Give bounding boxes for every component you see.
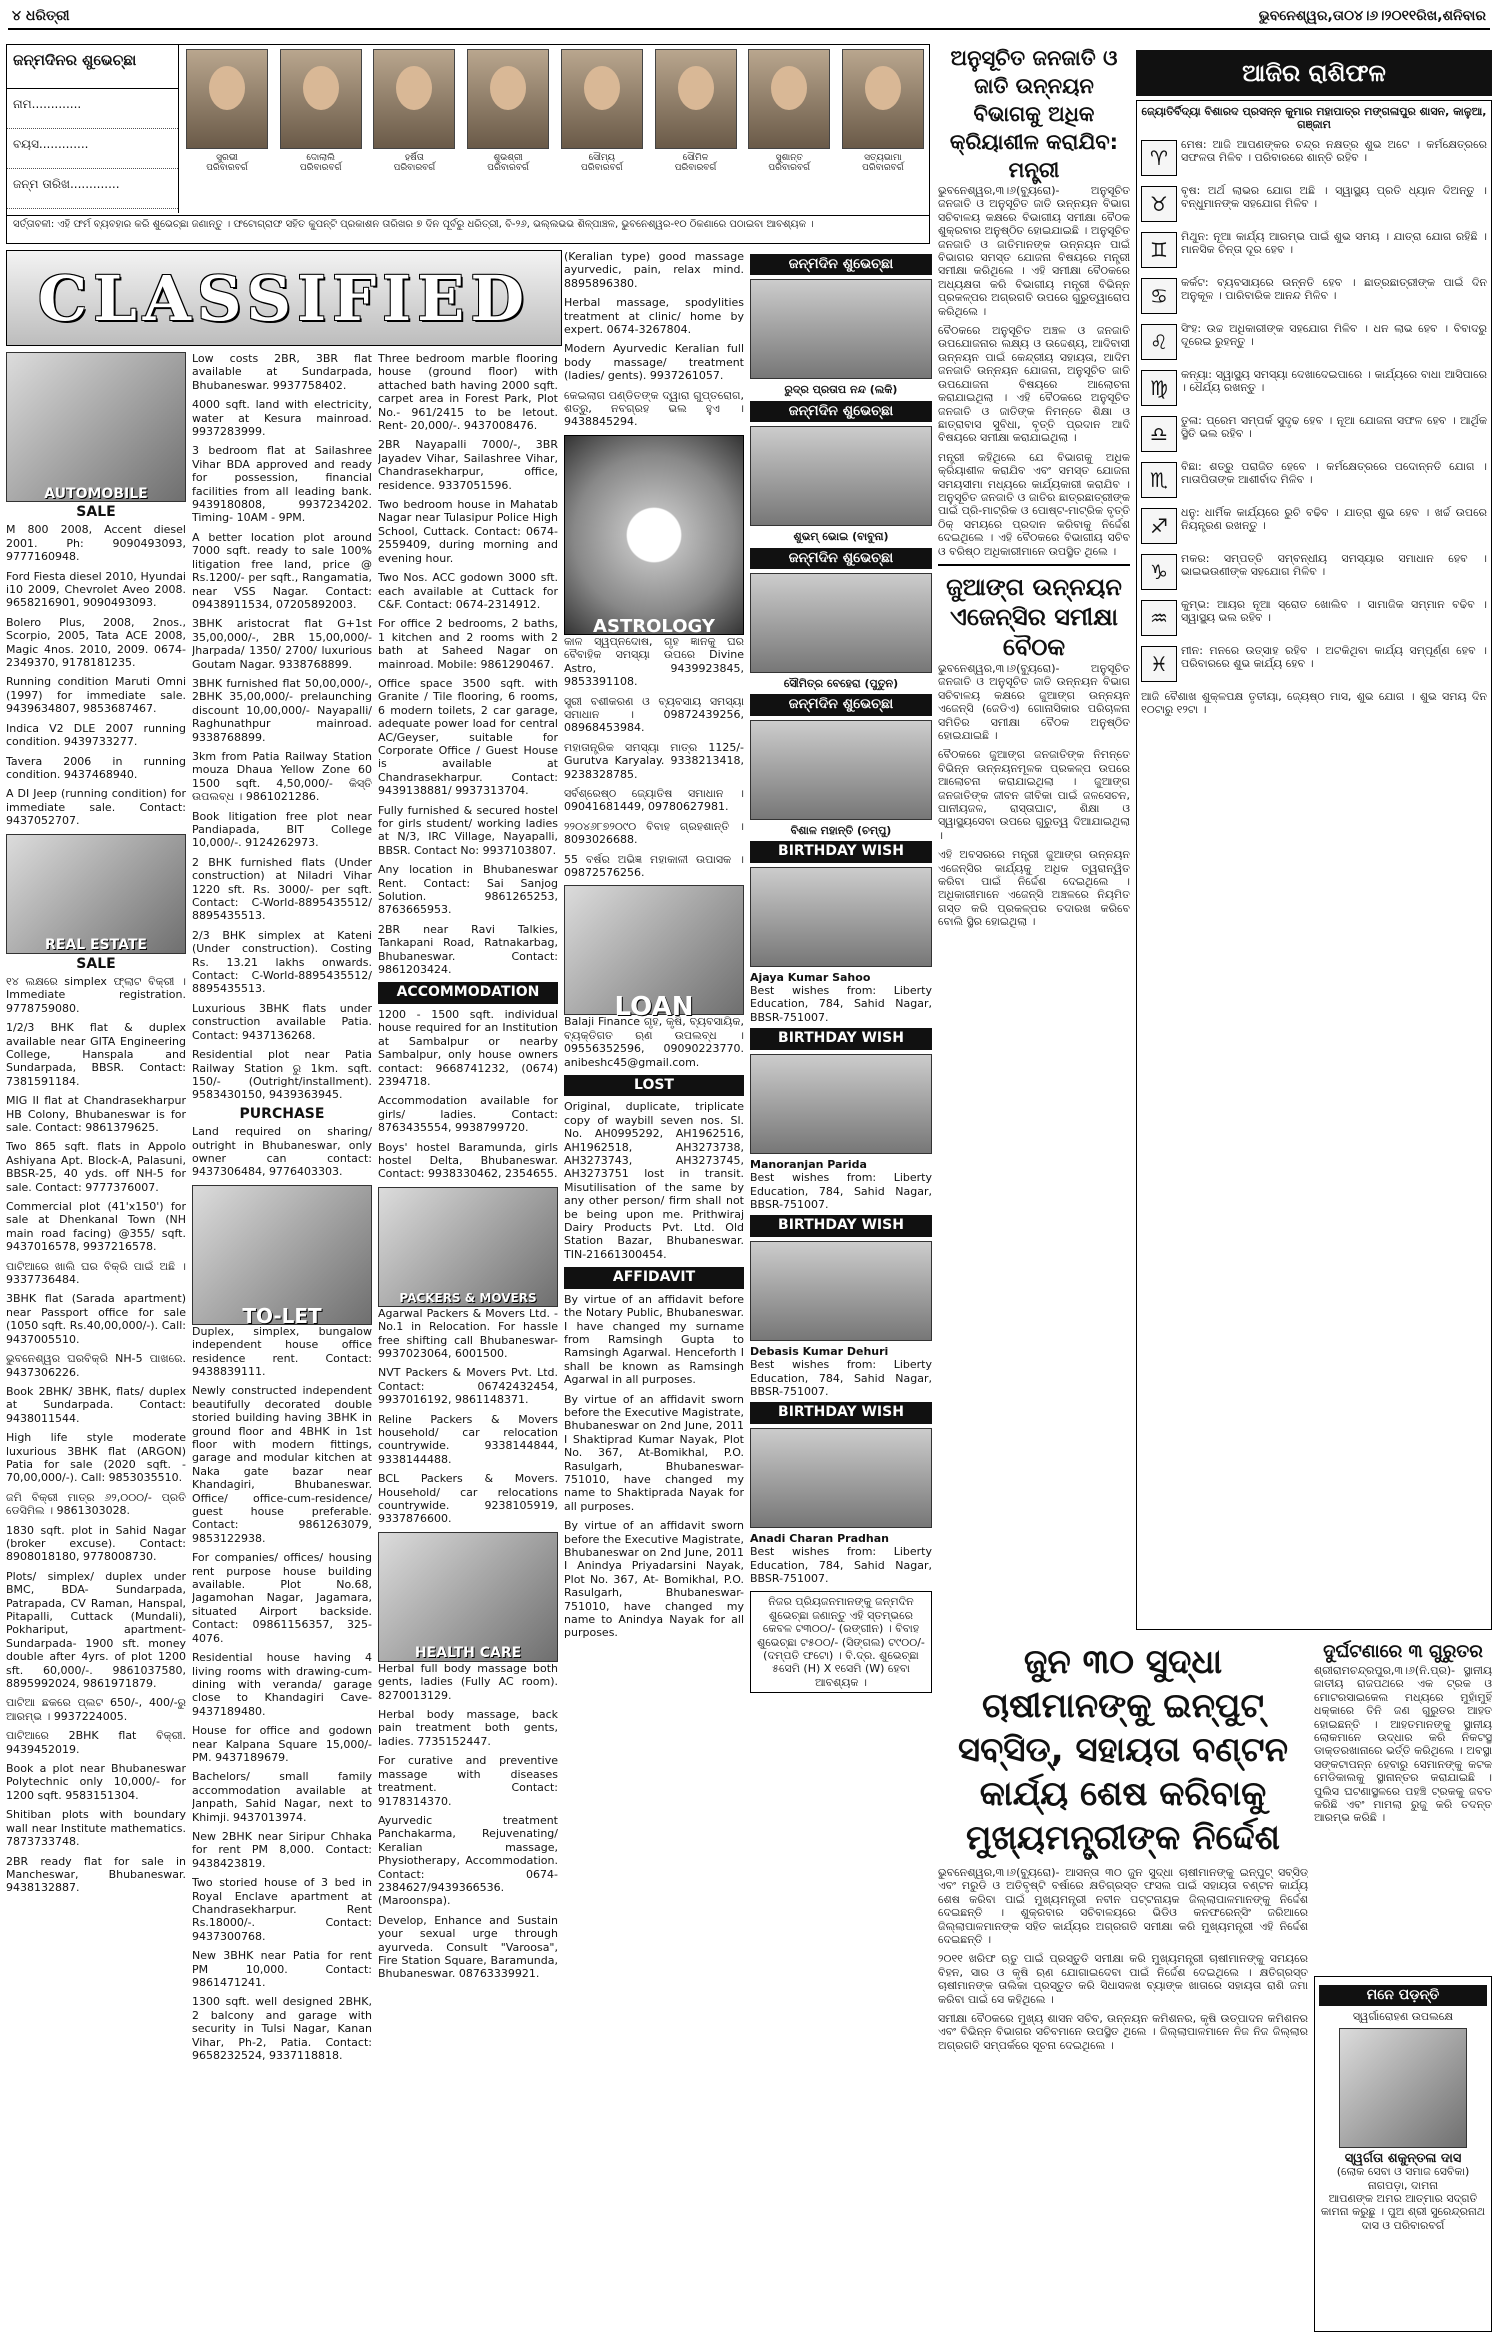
classified-ad: Plots/ simplex/ duplex under BMC, BDA- Sundarpada, Patrapada, CV Raman, Hanspal, Pitapalli, Cuttack (Mundali), Pokhariput, apartment- Sundarpada- 1900 sft. money double after 4yrs. of plot 1200 sft. 60,000/-. 9861037580, 8895992024, 9861971879. <box>6 1569 186 1691</box>
kid-photo <box>186 49 268 149</box>
rashifal-entry <box>1141 184 1487 224</box>
news-story-1 <box>938 44 1130 1634</box>
classified-ad: NVT Packers & Movers Pvt. Ltd. Contact: 06742432454, 9937016192, 9861148371. <box>378 1366 558 1407</box>
classified-ad: ସ୍ତ୍ରୀ ବଶୀକରଣ ଓ ବ୍ୟବସାୟ ସମସ୍ୟା ସମାଧାନ । 09872439256, 08968453984. <box>564 694 744 735</box>
kid-sub: ପରିବାରବର୍ଗ <box>862 163 904 173</box>
healthcare-image: HEALTH CARE <box>378 1532 558 1662</box>
rashifal-text: ବୃଷ: ଅର୍ଥ ଲାଭର ଯୋଗ ଅଛି । ସ୍ୱାସ୍ଥ୍ୟ ପ୍ରତି ଧ୍ୟାନ ଦିଅନ୍ତୁ । ବନ୍ଧୁମାନଙ୍କ ସହଯୋଗ ମିଳିବ । <box>1181 183 1487 211</box>
classified-ad: 3BHK furnished flat 50,00,000/-, 2BHK 35,00,000/- prelaunching discount 10,00,000/- Nayapalli/ Raghunathpur mainroad. 9338768899. <box>192 676 372 744</box>
classified-ad: Boys' hostel Baramunda, girls hostel Delta, Bhubaneswar. Contact: 9938330462, 2354655. <box>378 1140 558 1181</box>
classified-ad: Land required on sharing/ outright in Bhubaneswar, only owner can contact: 9437306484, 9776403303. <box>192 1125 372 1179</box>
memorial-title: ମନେ ପଡ଼ନ୍ତି <box>1319 1985 1487 2006</box>
sale-heading: SALE <box>76 504 116 520</box>
zodiac-icon: ♑ <box>1141 554 1177 590</box>
classified-ad: 2BR near Ravi Talkies, Tankapani Road, Ratnakarbag, Bhubaneswar. Contact: 9861203424. <box>378 922 558 977</box>
news-story-3 <box>938 1640 1308 2332</box>
classified-ad: 3 bedroom flat at Sailashree Vihar BDA approved and ready for possession, financial facilities from all leading bank. 9439180808, 9937234202. Timing- 10AM - 9PM. <box>192 444 372 525</box>
classified-ad: Running condition Maruti Omni (1997) for immediate sale. 9439634807, 9853687467. <box>6 675 186 716</box>
kid-name: ହର୍ଷିତା <box>404 153 424 163</box>
classified-ad: Herbal full body massage both gents, ladies (Fully AC room). 8270013129. <box>378 1661 558 1702</box>
kid-card <box>652 49 740 213</box>
classified-banner: CLASSIFIED <box>6 250 562 346</box>
bd-photo <box>750 573 932 673</box>
rashifal-entry <box>1141 230 1487 270</box>
dob-field: ଜନ୍ମ ତାରିଖ............. <box>7 169 178 209</box>
kid-photo <box>373 49 455 149</box>
zodiac-icon: ♐ <box>1141 508 1177 544</box>
classified-ad: Residential house having 4 living rooms with drawing-cum-dining with veranda/ garage close to Khandagiri Cave- 9437189480. <box>192 1651 372 1718</box>
classified-ad: ପାଟିଆରେ 2BHK flat ବିକ୍ରୀ. 9439452019. <box>6 1729 186 1756</box>
classified-ad: Two Nos. ACC godown 3000 sft. each available at Cuttack for C&F. Contact: 0674-2314912. <box>378 571 558 611</box>
zodiac-icon: ♍ <box>1141 370 1177 406</box>
classified-ad: New 3BHK near Patia for rent PM 10,000. Contact: 9861471241. <box>192 1949 372 1990</box>
affidavit-ads <box>564 1293 744 1640</box>
zodiac-icon: ♊ <box>1141 232 1177 268</box>
rashifal-text: ଧନୁ: ଧାର୍ମିକ କାର୍ଯ୍ୟରେ ରୁଚି ବଢିବ । ଯାତ୍ରା ଶୁଭ ହେବ । ଖର୍ଚ୍ଚ ଉପରେ ନିୟନ୍ତ୍ରଣ ରଖନ୍ତୁ । <box>1181 505 1487 533</box>
birthday-terms: ସର୍ତ୍ତାବଳୀ: ଏହି ଫର୍ମ ବ୍ୟବହାର କରି ଶୁଭେଚ୍ଛା ଜଣାନ୍ତୁ । ଫଟୋଗ୍ରାଫ ସହିତ କୁପନ୍‌ଟି ପ୍ରକାଶନ ତାରିଖର ୭ ଦିନ ପୂର୍ବରୁ ଧରିତ୍ରୀ, ବି-୨୬, ଭଲ୍ଲଭଭ ଶିଳ୍ପାଞ୍ଚଳ, ଭୁବନେଶ୍ୱର-୧୦ ଠିକଣାରେ ପଠାଇବା ଆବଶ୍ୟକ । <box>7 215 929 243</box>
kid-card <box>183 49 271 213</box>
classified-ad: 3km from Patia Railway Station mouza Dhaua Yellow Zone 60 1500 sqft. 4,50,000/- କିସ୍ତି ଉପଲବ୍ଧ । 9861021286. <box>192 749 372 804</box>
astrology-ads <box>564 635 744 880</box>
tolet-ads <box>192 1325 372 2063</box>
bd-photo <box>750 426 932 526</box>
wish-heading: BIRTHDAY WISH <box>750 1028 932 1049</box>
classified-ad: ୨୨୦୪୬୮୭୨୦୯୦ ବିବାହ ଗ୍ରହଶାନ୍ତି । 8093026688. <box>564 819 744 847</box>
rashifal-text: ତୁଳା: ପ୍ରେମ ସମ୍ପର୍କ ସୁଦୃଢ ହେବ । ନୂଆ ଯୋଜନା ସଫଳ ହେବ । ଆର୍ଥିକ ସ୍ଥିତି ଭଲ ରହିବ । <box>1181 413 1487 441</box>
bd-name: ସୌମିତ୍ର ବେହେରା (ପୁତୁନ) <box>783 677 899 691</box>
kid-card <box>277 49 365 213</box>
kid-sub: ପରିବାରବର୍ଗ <box>487 163 529 173</box>
sale-heading-2: SALE <box>76 955 116 972</box>
classified-ad: Modern Ayurvedic Keralian full body massage/ treatment (ladies/ gents). 9937261057. <box>564 342 744 383</box>
classified-ad: Any location in Bhubaneswar Rent. Contact: Sai Sanjog Solution. 9861265253, 8763665953. <box>378 863 558 917</box>
bd-heading-3: ଜନ୍ମଦିନ ଶୁଭେଚ୍ଛା <box>750 548 932 569</box>
classified-ad: New 2BHK near Siripur Chhaka for rent PM 8,000. Contact: 9438423819. <box>192 1829 372 1870</box>
classified-ad: Indica V2 DLE 2007 running condition. 9439733277. <box>6 721 186 749</box>
rashifal-text: କନ୍ୟା: ସ୍ୱାସ୍ଥ୍ୟ ସମସ୍ୟା ଦେଖାଦେଇପାରେ । କାର୍ଯ୍ୟରେ ବାଧା ଆସିପାରେ । ଧୈର୍ଯ୍ୟ ରଖନ୍ତୁ । <box>1181 367 1487 395</box>
kid-sub: ପରିବାରବର୍ଗ <box>393 163 436 173</box>
classified-ad: 1830 sqft. plot in Sahid Nagar (broker excuse). Contact: 8908018180, 9778008730. <box>6 1523 186 1564</box>
classified-ad: 4000 sqft. land with electricity, water at Kesura mainroad. 9937283999. <box>192 398 372 439</box>
loan-image: LOAN <box>564 885 744 1015</box>
classified-ad: Commercial plot (41'x150') for sale at Dhenkanal Town (NH main road facing) @355/ sqft. 9437016578, 9937216578. <box>6 1200 186 1254</box>
kid-card <box>464 49 552 213</box>
classified-ad: କାଳ ସ୍ୱପ୍ନଦୋଷ, ଗୃହ ଜ୍ଞାନକୁ ଘର ବୈବାହିକ ସମସ୍ୟା ଉପରେ Divine Astro, 9439923845, 9853391108. <box>564 634 744 689</box>
rashifal-author: ଜ୍ୟୋତିର୍ବିଦ୍ୟା ବିଶାରଦ ପ୍ରସନ୍ନ କୁମାର ମହାପାତ୍ର ମଙ୍ଗଳାପୁର ଶାସନ, କାଳୁଆ, ଗଞ୍ଜାମ <box>1141 105 1487 132</box>
age-field: ବୟସ............. <box>7 129 178 169</box>
news2-headline: ଜୁଆଙ୍ଗ ଉନ୍ନୟନ ଏଜେନ୍ସିର ସମୀକ୍ଷା ବୈଠକ <box>938 564 1130 662</box>
classified-ad: 2BR ready flat for sale in Mancheswar, Bhubaneswar. 9438132887. <box>6 1854 186 1895</box>
kid-name: ସୌମ୍ୟ <box>588 153 615 163</box>
accommodation-ads <box>378 1008 558 1181</box>
bd-name: ବିଶାଳ ମହାନ୍ତି (ଚମ୍ପୁ) <box>790 823 892 837</box>
classified-ad: Tavera 2006 in running condition. 9437468940. <box>6 754 186 781</box>
zodiac-icon: ♋ <box>1141 278 1177 314</box>
kid-card <box>745 49 833 213</box>
kid-name: ସତ୍ୟଭାମା <box>864 153 902 163</box>
classified-col-1 <box>6 352 186 2332</box>
rashifal-entry <box>1141 276 1487 316</box>
kid-sub: ପରିବାରବର୍ଗ <box>299 163 342 173</box>
bd-photo <box>750 279 932 379</box>
birthday-rates: ନିଜର ପ୍ରିୟଜନମାନଙ୍କୁ ଜନ୍ମଦିନ ଶୁଭେଚ୍ଛା ଜଣାନ୍ତୁ ଏହି ସ୍ତମ୍ଭରେ କେବଳ ଟ୩୦୦/- (ରଙ୍ଗୀନ) । ବିବାହ ଶୁଭେଚ୍ଛା ଟ୫୦୦/- (ସିଙ୍ଗଲ) ଟ୯୦୦/- (ଦମ୍ପତି ଫଟୋ) । ବି.ଦ୍ର. ଶୁଭେଚ୍ଛା ୫ସେମି (H) X ୧ସେମି (W) ହେବା ଆବଶ୍ୟକ । <box>750 1591 932 1693</box>
kid-sub: ପରିବାରବର୍ଗ <box>581 163 623 173</box>
classified-ad: 1300 sqft. well designed 2BHK, 2 balcony and garage with security in Tulsi Nagar, Kanan Vihar, Ph-2, Patia. Contact: 9658232524, 9337118818. <box>192 1995 372 2063</box>
wish-text: Best wishes from: Liberty Education, 784, Sahid Nagar, BBSR-751007. <box>750 1171 932 1211</box>
classified-ad: 3BHK aristocrat flat G+1st 35,00,000/-, 2BR 15,00,000/- Jharpada/ 1350/ 2700/ luxurious Goutam Nagar. 9338768899. <box>192 617 372 671</box>
classified-ad: High life style moderate luxurious 3BHK flat (ARGON) Patia for sale (2020 sqft. - 70,00,000/-). Call: 9853035510. <box>6 1431 186 1485</box>
kid-photo <box>280 49 362 149</box>
affidavit-heading: AFFIDAVIT <box>564 1267 744 1288</box>
birthday-form-title: ଜନ୍ମଦିନର ଶୁଭେଚ୍ଛା <box>7 45 178 89</box>
rashifal-entry <box>1141 552 1487 592</box>
rashifal-entry <box>1141 460 1487 500</box>
classified-ad: By virtue of an affidavit sworn before the Executive Magistrate, Bhubaneswar on 2nd June, 2011 I Anindya Priyadarsini Nayak, Plot No. 367, At- Bomikhal, P.O. Rasulgarh, Bhubaneswar- 751010, have changed my name to Anindya Nayak for all purposes. <box>564 1519 744 1640</box>
classified-ad: For companies/ offices/ housing rent purpose house building available. Plot No.68, Jagamohan Nagar, Jagamara, situated Airport backside. Contact: 09861156357, 325-4076. <box>192 1551 372 1645</box>
news3-headline: ଜୁନ ୩୦ ସୁଦ୍ଧା ଚାଷୀମାନଙ୍କୁ ଇନ୍‌ପୁଟ୍ ସବ୍‌ସିଡ୍, ସହାୟତା ବଣ୍ଟନ କାର୍ଯ୍ୟ ଶେଷ କରିବାକୁ ମୁଖ୍ୟମନ୍ତ୍ରୀଙ୍କ ନିର୍ଦ୍ଦେଶ <box>957 1642 1288 1858</box>
rashifal-text: ମକର: ସମ୍ପତ୍ତି ସମ୍ବନ୍ଧୀୟ ସମସ୍ୟାର ସମାଧାନ ହେବ । ଭାଇଭଉଣୀଙ୍କ ସହଯୋଗ ମିଳିବ । <box>1181 551 1487 579</box>
classified-ad: For office 2 bedrooms, 2 baths, 1 kitchen and 2 rooms with 2 bath at Saheed Nagar on mainroad. Mobile: 9861290467. <box>378 617 558 671</box>
accident-body: ଶ୍ରୀରାମଚନ୍ଦ୍ରପୁର,୩।୬(ନି.ପ୍ର)- ସ୍ଥାନୀୟ ଜାତୀୟ ରାଜପଥରେ ଏକ ଟ୍ରକ ଓ ମୋଟରସାଇକେଲ ମଧ୍ୟରେ ମୁହାଁମୁହିଁ ଧକ୍କାରେ ତିନି ଜଣ ଗୁରୁତର ଆହତ ହୋଇଛନ୍ତି । ଆହତମାନଙ୍କୁ ସ୍ଥାନୀୟ ଲୋକମାନେ ଉଦ୍ଧାର କରି ନିକଟସ୍ଥ ଡାକ୍ତରଖାନାରେ ଭର୍ତ୍ତି କରିଥିଲେ । ଅବସ୍ଥା ସଙ୍କଟାପନ୍ନ ହେବାରୁ ସେମାନଙ୍କୁ କଟକ ମେଡିକାଲକୁ ସ୍ଥାନାନ୍ତର କରାଯାଇଛି । ପୁଲିସ ଘଟଣାସ୍ଥଳରେ ପହଞ୍ଚି ଟ୍ରକକୁ ଜବତ କରିଛି ଏବଂ ମାମଲା ରୁଜୁ କରି ତଦନ୍ତ ଆରମ୍ଭ କରିଛି । <box>1314 1664 1492 1825</box>
zodiac-icon: ♌ <box>1141 324 1177 360</box>
wish-text: Best wishes from: Liberty Education, 784, Sahid Nagar, BBSR-751007. <box>750 1545 932 1585</box>
classified-ad: 55 ବର୍ଷର ଅଭିଜ୍ଞ ମହାକାଳୀ ଉପାସକ । 09872576256. <box>564 852 744 879</box>
wish-text: Best wishes from: Liberty Education, 784, Sahid Nagar, BBSR-751007. <box>750 984 932 1024</box>
classified-ad: ୧୪ ଲକ୍ଷରେ simplex ଫ୍ଲାଟ ବିକ୍ରୀ । Immediate registration. 9778759080. <box>6 974 186 1015</box>
wish-card <box>750 1241 932 1399</box>
news1-para: ଭୁବନେଶ୍ୱର,୩।୬(ବ୍ୟୁରୋ)- ଅନୁସୂଚିତ ଜନଜାତି ଓ ଅନୁସୂଚିତ ଜାତି ଉନ୍ନୟନ ବିଭାଗ ସଚିବାଳୟ କକ୍ଷରେ ବିଭାଗୀୟ ସମୀକ୍ଷା ବୈଠକ ଶୁକ୍ରବାର ଅନୁଷ୍ଠିତ ହୋଇଯାଇଛି । ଅନୁସୂଚିତ ଜନଜାତି ଓ ଜାତିମାନଙ୍କ ଉନ୍ନୟନ ପାଇଁ ବିଭାଗର ସମସ୍ତ ଯୋଜନା ବିଷୟରେ ମନ୍ତ୍ରୀ ସମୀକ୍ଷା କରିଥିଲେ । ଏହି ସମୀକ୍ଷା ବୈଠକରେ ଅଧ୍ୟକ୍ଷତା କରି ବିଭାଗୀୟ ମନ୍ତ୍ରୀ ବିଭିନ୍ନ ପ୍ରକଳ୍ପର ଅଗ୍ରଗତି ଉପରେ ଗୁରୁତ୍ୱାରୋପ କରିଥିଲେ । <box>938 184 1130 318</box>
wish-card <box>750 1054 932 1212</box>
birthday-column <box>750 250 932 2332</box>
zodiac-icon: ♉ <box>1141 186 1177 222</box>
classified-ad: Herbal body massage, back pain treatment both gents, ladies. 7735152447. <box>378 1708 558 1748</box>
classified-ad: Original, duplicate, triplicate copy of waybill seven nos. Sl. No. AH0995292, AH1962516, AH1962518, AH3273738, AH3273743, AH3273745, AH3273751 lost in transit. Misutilisation of the same by any other person/ firm shall not be being upon me. Prithwiraj Dairy Products Pvt. Ltd. Old Station Bazar, Bhubaneswar. TIN-21661300454. <box>564 1100 744 1261</box>
page-number: ୪ ଧରିତ୍ରୀ <box>12 8 70 24</box>
wish-card <box>750 1428 932 1586</box>
wish-name: Anadi Charan Pradhan <box>750 1531 889 1545</box>
classified-ad: Ford Fiesta diesel 2010, Hyundai i10 2009, Chevrolet Aveo 2008. 9658216901, 9090493093. <box>6 569 186 610</box>
zodiac-icon: ♒ <box>1141 600 1177 636</box>
rashifal-entry <box>1141 322 1487 362</box>
classified-ad: Agarwal Packers & Movers Ltd. - No.1 in Relocation. For hassle free shifting call Bhubaneswar- 9937023064, 6001500. <box>378 1306 558 1360</box>
packers-image: PACKERS & MOVERS <box>378 1187 558 1307</box>
classified-ad: Shitiban plots with boundary wall near Institute mathematics. 7873733748. <box>6 1808 186 1849</box>
classified-ad: Fully furnished & secured hostel for girls student/ working ladies at N/3, IRC Village, Nayapalli, BBSR. Contact No: 9937103807. <box>378 803 558 857</box>
dateline: ଭୁବନେଶ୍ୱର,ତା୦୪।୬।୨୦୧୧ରିଖ,ଶନିବାର <box>1258 8 1486 24</box>
accident-headline: ଦୁର୍ଘଟଣାରେ ୩ ଗୁରୁତର <box>1323 1641 1483 1662</box>
realestate-ads <box>6 975 186 1895</box>
news1-para: ମନ୍ତ୍ରୀ କହିଥିଲେ ଯେ ବିଭାଗକୁ ଅଧିକ କ୍ରିୟାଶୀଳ କରାଯିବ ଏବଂ ସମସ୍ତ ଯୋଜନା ସମୟସୀମା ମଧ୍ୟରେ କାର୍ଯ୍ୟକାରୀ କରାଯିବ । ଅନୁସୂଚିତ ଜନଜାତି ଓ ଜାତିର ଛାତ୍ରଛାତ୍ରୀଙ୍କ ପାଇଁ ପ୍ରି-ମାଟ୍ରିକ ଓ ପୋଷ୍ଟ-ମାଟ୍ରିକ ବୃତ୍ତି ଠିକ୍ ସମୟରେ ପ୍ରଦାନ କରିବାକୁ ନିର୍ଦ୍ଦେଶ ଦେଇଥିଲେ । ଏହି ବୈଠକରେ ବିଭାଗୀୟ ସଚିବ ଓ ବରିଷ୍ଠ ଅଧିକାରୀମାନେ ଉପସ୍ଥିତ ଥିଲେ । <box>938 450 1130 558</box>
lost-heading: LOST <box>564 1075 744 1096</box>
classified-ad: Low costs 2BR, 3BR flat available at Sundarpada, Bhubaneswar. 9937758402. <box>192 352 372 392</box>
accommodation-heading: ACCOMMODATION <box>378 982 558 1003</box>
classified-ad: Book litigation free plot near Pandiapada, BIT College 10,000/-. 9124262973. <box>192 809 372 850</box>
packers-ads <box>378 1307 558 1526</box>
classified-ad: 2/3 BHK simplex at Kateni (Under construction). Costing Rs. 13.21 lakhs onwards. Contact: C-World-8895435512/ 8895435513. <box>192 928 372 996</box>
classified-ad: ସର୍ବଶ୍ରେଷ୍ଠ ଜ୍ୟୋତିଷ ସମାଧାନ । 09041681449, 09780627981. <box>564 786 744 814</box>
page-header <box>8 4 1490 30</box>
classified-ad: A DI Jeep (running condition) for immediate sale. Contact: 9437052707. <box>6 787 186 828</box>
kid-photo <box>655 49 737 149</box>
rashifal-text: ମିଥୁନ: ନୂଆ କାର୍ଯ୍ୟ ଆରମ୍ଭ ପାଇଁ ଶୁଭ ସମୟ । ଯାତ୍ରା ଯୋଗ ରହିଛି । ମାନସିକ ଚିନ୍ତା ଦୂର ହେବ । <box>1181 229 1487 257</box>
classified-ad: A better location plot around 7000 sqft. ready to sale 100% litigation free land, price @ Rs.1200/- per sqft., Rangamatia, near VSS Nagar. Contact: 09438911534, 07205892003. <box>192 530 372 611</box>
rashifal-text: କର୍କଟ: ବ୍ୟବସାୟରେ ଉନ୍ନତି ହେବ । ଛାତ୍ରଛାତ୍ରୀଙ୍କ ପାଇଁ ଦିନ ଅନୁକୂଳ । ପାରିବାରିକ ଆନନ୍ଦ ମିଳିବ । <box>1181 275 1487 303</box>
rashifal-text: ସିଂହ: ଉଚ୍ଚ ଅଧିକାରୀଙ୍କ ସହଯୋଗ ମିଳିବ । ଧନ ଲାଭ ହେବ । ବିବାଦରୁ ଦୂରେଇ ରୁହନ୍ତୁ । <box>1181 321 1487 349</box>
classified-ad: BCL Packers & Movers. Household/ car relocations countrywide. 9238105919, 9337876600. <box>378 1472 558 1526</box>
rashifal-title: ଆଜିର ରାଶିଫଳ <box>1136 50 1492 96</box>
tolet-image: TO-LET <box>192 1185 372 1325</box>
classified-ad: Residential plot near Patia Railway Station ରୁ 1km. sqft. 150/- (Outright/installment). 9583430150, 9439363945. <box>192 1048 372 1102</box>
rashifal-text: ବିଛା: ଶତ୍ରୁ ପରାଜିତ ହେବେ । କର୍ମକ୍ଷେତ୍ରରେ ପଦୋନ୍ନତି ଯୋଗ । ମାତାପିତାଙ୍କ ଆଶୀର୍ବାଦ ମିଳିବ । <box>1181 459 1487 487</box>
classified-ad: ପାଟିଆରେ ଖାଲି ଘର ବିକ୍ରି ପାଇଁ ଅଛି । 9337736484. <box>6 1259 186 1287</box>
wish-heading: BIRTHDAY WISH <box>750 841 932 862</box>
classified-ad: 2BR Nayapalli 7000/-, 3BR Jayadev Vihar, Sailashree Vihar, Chandrasekharpur, office, residence. 9337051596. <box>378 438 558 492</box>
bd-card <box>750 279 932 396</box>
bd-heading-1: ଜନ୍ମଦିନ ଶୁଭେଚ୍ଛା <box>750 254 932 275</box>
kid-sub: ପରିବାରବର୍ଗ <box>768 163 811 173</box>
wish-heading: BIRTHDAY WISH <box>750 1402 932 1423</box>
classified-col-3 <box>378 352 558 2332</box>
classified-ad: Two storied house of 3 bed in Royal Enclave apartment at Chandrasekharpur. Rent Rs.18000/-. Contact: 9437300768. <box>192 1876 372 1943</box>
birthday-kids <box>183 49 927 213</box>
rashifal-text: ମୀନ: ମନରେ ଉତ୍ସାହ ରହିବ । ଅଟକିଥିବା କାର୍ଯ୍ୟ ସମ୍ପୂର୍ଣ୍ଣ ହେବ । ପରିବାରରେ ଶୁଭ କାର୍ଯ୍ୟ ହେବ । <box>1181 643 1487 671</box>
birthday-panel <box>6 44 930 244</box>
classified-ad: 1/2/3 BHK flat & duplex available near GITA Engineering College, Hanspala and Sundarpada, BBSR. Contact: 7381591184. <box>6 1021 186 1088</box>
kid-card <box>558 49 646 213</box>
memorial-photo <box>1339 2028 1467 2148</box>
classified-ad: 3BHK flat (Sarada apartment) near Passport office for sale (1050 sqft. Rs.40,00,000/-). Call: 9437005510. <box>6 1292 186 1346</box>
rashifal-entry <box>1141 138 1487 178</box>
memorial-sub: ସ୍ୱର୍ଗାରୋହଣ ଉପଲକ୍ଷେ <box>1352 2010 1454 2024</box>
rashifal-entry <box>1141 506 1487 546</box>
kid-photo <box>467 49 549 149</box>
classified-ad: ଭୁବନେଶ୍ୱର ଘରବିକ୍ରି NH-5 ପାଖରେ. 9437306226. <box>6 1352 186 1379</box>
accident-story <box>1314 1640 1492 1970</box>
rashifal-entry <box>1141 414 1487 454</box>
classified-ad: By virtue of an affidavit sworn before the Executive Magistrate, Bhubaneswar on 2nd June, 2011 I Shaktiprad Kumar Nayak, Plot No. 367, At-Bomikhal, P.O. Rasulgarh, Bhubaneswar- 751010, have changed my name to Shaktiprada Nayak for all purposes. <box>564 1392 744 1513</box>
auto-ads <box>6 523 186 827</box>
classified-ad: Book a plot near Bhubaneswar Polytechnic only 10,000/- for 1200 sqft. 9583151304. <box>6 1762 186 1802</box>
kid-card <box>839 49 927 213</box>
rashifal-entry <box>1141 368 1487 408</box>
kid-photo <box>842 49 924 149</box>
automobile-image: AUTOMOBILE <box>6 352 186 502</box>
classified-ad: 1200 - 1500 sqft. individual house required for an Institution at Sambalpur or nearby Sambalpur, only house owners contact: 9668741232, (0674) 2394718. <box>378 1007 558 1088</box>
news3-para: ଭୁବନେଶ୍ୱର,୩।୬(ବ୍ୟୁରୋ)- ଆସନ୍ତା ୩୦ ଜୁନ ସୁଦ୍ଧା ଚାଷୀମାନଙ୍କୁ ଇନ୍‌ପୁଟ୍ ସବ୍‌ସିଡ୍ ଏବଂ ମରୁଡି ଓ ଅତିବୃଷ୍ଟି ବର୍ଷାରେ କ୍ଷତିଗ୍ରସ୍ତ ଫସଲ ପାଇଁ ସହାୟତା ବଣ୍ଟନ କାର୍ଯ୍ୟ ଶେଷ କରିବା ପାଇଁ ମୁଖ୍ୟମନ୍ତ୍ରୀ ନବୀନ ପଟ୍ଟନାୟକ ଜିଲ୍ଲାପାଳମାନଙ୍କୁ ନିର୍ଦ୍ଦେଶ ଦେଇଛନ୍ତି । ଶୁକ୍ରବାର ସଚିବାଳୟରେ ଭିଡିଓ କନଫରେନ୍ସିଂ ଜରିଆରେ ଜିଲ୍ଲାପାଳମାନଙ୍କ ସହିତ କାର୍ଯ୍ୟର ଅଗ୍ରଗତି ସମୀକ୍ଷା କରି ମୁଖ୍ୟମନ୍ତ୍ରୀ ଏହି ନିର୍ଦ୍ଦେଶ ଦେଇଛନ୍ତି । <box>938 1866 1308 1947</box>
rashifal-entry <box>1141 598 1487 638</box>
classified-ad: ପାଟିଆ ଛକରେ ପ୍ଲଟ 650/-, 400/-ରୁ ଆରମ୍ଭ । 9937224005. <box>6 1696 186 1723</box>
classified-ad: By virtue of an affidavit before the Notary Public, Bhubaneswar. I have changed my surname from Ramsingh Gupta to Ramsingh Agarwal. Henceforth I shall be known as Ramsingh Agarwal in all purposes. <box>564 1292 744 1387</box>
classified-ad: 2 BHK furnished flats (Under construction) at Niladri Vihar 1220 sft. Rs. 3000/- per sqft. Contact: C-World-8895435512/ 8895435513. <box>192 855 372 923</box>
news2-para: ବୈଠକରେ ଜୁଆଙ୍ଗ ଜନଜାତିଙ୍କ ନିମନ୍ତେ ବିଭିନ୍ନ ଉନ୍ନୟନମୂଳକ ପ୍ରକଳ୍ପ ଉପରେ ଆଲୋଚନା କରାଯାଇଥିଲା । ଜୁଆଙ୍ଗ ଜନଜାତିଙ୍କ ଜୀବନ ଜୀବିକା ପାଇଁ ଜଳସେଚନ, ପାନୀୟଜଳ, ରାସ୍ତାଘାଟ, ଶିକ୍ଷା ଓ ସ୍ୱାସ୍ଥ୍ୟସେବା ଉପରେ ଗୁରୁତ୍ୱ ଦିଆଯାଇଥିଲା । <box>938 748 1130 842</box>
col2-ads <box>192 352 372 1102</box>
purchase-ads <box>192 1125 372 1179</box>
kid-sub: ପରିବାରବର୍ଗ <box>674 163 717 173</box>
news1-para: ବୈଠକରେ ଅନୁସୂଚିତ ଅଞ୍ଚଳ ଓ ଜନଜାତି ଉପଯୋଜନାର ଲକ୍ଷ୍ୟ ଓ ଉଦ୍ଦେଶ୍ୟ, ଆଦିବାସୀ ଉନ୍ନୟନ ପାଇଁ କେନ୍ଦ୍ରୀୟ ସହାୟତା, ଆଦିମ ଜନଜାତି ଉନ୍ନୟନ ଯୋଜନା, ଅନୁସୂଚିତ ଜାତି ଉପଯୋଜନା ବିଷୟରେ ଆଲୋଚନା କରାଯାଇଥିଲା । ଏହି ବୈଠକରେ ଅନୁସୂଚିତ ଜନଜାତି ଓ ଜାତିଙ୍କ ନିମନ୍ତେ ଶିକ୍ଷା ଓ ଛାତ୍ରାବାସ ସୁବିଧା, ବୃତ୍ତି ପ୍ରଦାନ ଆଦି ବିଷୟରେ ସମୀକ୍ଷା କରାଯାଇଥିଲା । <box>938 324 1130 445</box>
classified-ad: Duplex, simplex, bungalow independent house office residence rent. Contact: 9438839111. <box>192 1324 372 1378</box>
wish-name: Manoranjan Parida <box>750 1157 867 1171</box>
kid-card <box>370 49 458 213</box>
news1-headline: ଅନୁସୂଚିତ ଜନଜାତି ଓ ଜାତି ଉନ୍ନୟନ ବିଭାଗକୁ ଅଧିକ କ୍ରିୟାଶୀଳ କରାଯିବ: ମନ୍ତ୍ରୀ <box>949 46 1119 182</box>
realestate-image: REAL ESTATE <box>6 834 186 954</box>
kid-photo <box>561 49 643 149</box>
news2-para: ଭୁବନେଶ୍ୱର,୩।୬(ବ୍ୟୁରୋ)- ଅନୁସୂଚିତ ଜନଜାତି ଓ ଅନୁସୂଚିତ ଜାତି ଉନ୍ନୟନ ବିଭାଗ ସଚିବାଳୟ କକ୍ଷରେ ଜୁଆଙ୍ଗ ଉନ୍ନୟନ ଏଜେନ୍ସି (ଜେଡିଏ) ଗୋନାସିକାର ପରିଚାଳନା ସମିତିର ସମୀକ୍ଷା ବୈଠକ ଅନୁଷ୍ଠିତ ହୋଇଯାଇଛି । <box>938 661 1130 742</box>
rashifal-box <box>1136 100 1492 1630</box>
memorial-msg: ଆପଣଙ୍କ ଅମର ଆତ୍ମାର ସଦ୍‌ଗତି କାମନା କରୁଛୁ । ପୁଅ ଶ୍ରୀ ସୁରେନ୍ଦ୍ରନାଥ ଦାସ ଓ ପରିବାରବର୍ଗ <box>1320 2192 1486 2232</box>
wish-heading: BIRTHDAY WISH <box>750 1215 932 1236</box>
classified-ad: For curative and preventive massage with diseases treatment. Contact: 9178314370. <box>378 1754 558 1808</box>
astrology-image: ASTROLOGY <box>564 435 744 635</box>
classified-ad: Balaji Finance ଗୃହ, କୃଷି, ବ୍ୟବସାୟିକ, ବ୍ୟକ୍ତିଗତ ଋଣ ଉପଲବ୍ଧ । 09556352596, 09090223770. anibeshc45@gmail.com. <box>564 1015 744 1069</box>
classified-ad: Three bedroom marble flooring house (ground floor) with attached bath having 2000 sqft. carpet area in Forest Park, Plot No.- 961/2415 to be letout. Rent- 20,000/-. 9437008476. <box>378 352 558 433</box>
kid-name: ଦୋଲାଲି <box>306 153 335 163</box>
classified-ad: Two 865 sqft. flats in Appolo Ashiyana Apt. Block-A, Palasuni, BBSR-25, 40 yds. off NH-5 for sale. Contact: 9777376007. <box>6 1140 186 1194</box>
classified-ad: Bolero Plus, 2008, 2nos., Scorpio, 2005, Tata ACE 2008, Magic 4nos. 2010, 2009. 0674-2349370, 9178181235. <box>6 615 186 670</box>
bd-card <box>750 573 932 690</box>
zodiac-icon: ♎ <box>1141 416 1177 452</box>
purchase-heading: PURCHASE <box>239 1105 325 1122</box>
wish-card <box>750 867 932 1025</box>
kid-name: ସୌମିଳ <box>682 153 709 163</box>
bd-heading-4: ଜନ୍ମଦିନ ଶୁଭେଚ୍ଛା <box>750 694 932 715</box>
memorial-meta: (ଲୋକ ସେବା ଓ ସମାଜ ସେବିକା) ନାଗପଡ଼ା, ଦାମନା <box>1336 2165 1470 2192</box>
kid-name: ସୁଶାନ୍ତ <box>775 153 803 163</box>
kid-sub: ପରିବାରବର୍ଗ <box>206 163 248 173</box>
wish-photo <box>750 867 932 967</box>
wish-text: Best wishes from: Liberty Education, 784, Sahid Nagar, BBSR-751007. <box>750 1358 932 1398</box>
memorial-box <box>1314 1976 1492 2332</box>
rashifal-entry <box>1141 644 1487 684</box>
wish-photo <box>750 1241 932 1341</box>
kid-name: ଶୁଭଶ୍ରୀ <box>493 153 523 163</box>
birthday-form <box>7 45 179 213</box>
classified-ad: Bachelors/ small family accommodation available at Janpath, Sahid Nagar, next to Khimji. 9437013974. <box>192 1770 372 1824</box>
name-field: ନାମ............. <box>7 89 178 129</box>
zodiac-icon: ♏ <box>1141 462 1177 498</box>
bd-name: ଶୁଭମ୍ ଭୋଇ (ବାବୁନା) <box>793 530 889 544</box>
wish-photo <box>750 1054 932 1154</box>
news3-para: ୨୦୧୧ ଖରିଫ ଋତୁ ପାଇଁ ପ୍ରସ୍ତୁତି ସମୀକ୍ଷା କରି ମୁଖ୍ୟମନ୍ତ୍ରୀ ଚାଷୀମାନଙ୍କୁ ସମୟରେ ବିହନ, ସାର ଓ କୃଷି ଋଣ ଯୋଗାଇଦେବା ପାଇଁ ନିର୍ଦ୍ଦେଶ ଦେଇଥିଲେ । କ୍ଷତିଗ୍ରସ୍ତ ଚାଷୀମାନଙ୍କ ତାଲିକା ପ୍ରସ୍ତୁତ କରି ସିଧାସଳଖ ବ୍ୟାଙ୍କ ଖାତାରେ ସହାୟତା ରାଶି ଜମା କରିବା ପାଇଁ ସେ କହିଥିଲେ । <box>938 1952 1308 2006</box>
bd-heading-2: ଜନ୍ମଦିନ ଶୁଭେଚ୍ଛା <box>750 401 932 422</box>
classified-ad: Herbal massage, spodylities treatment at clinic/ home by expert. 0674-3267804. <box>564 296 744 337</box>
classified-ad: Two bedroom house in Mahatab Nagar near Tulasipur Police High School, Cuttack. Contact: 0674-2559409, during morning and evening hour. <box>378 498 558 565</box>
rashifal-footer: ଆଜି ବୈଶାଖ ଶୁକ୍ଳପକ୍ଷ ତୃତୀୟା, ଜ୍ୟେଷ୍ଠ ମାସ, ଶୁଭ ଯୋଗ । ଶୁଭ ସମୟ ଦିନ ୧୦ଟାରୁ ୧୨ଟା । <box>1141 689 1487 717</box>
classified-ad: (Keralian type) good massage ayurvedic, pain, relax mind. 8895896380. <box>564 250 744 290</box>
kid-photo <box>748 49 830 149</box>
loan-ads <box>564 1015 744 1069</box>
wish-name: Debasis Kumar Dehuri <box>750 1344 889 1358</box>
news2-para: ଏହି ଅବସରରେ ମନ୍ତ୍ରୀ ଜୁଆଙ୍ଗ ଉନ୍ନୟନ ଏଜେନ୍ସିର କାର୍ଯ୍ୟକୁ ଅଧିକ ତ୍ୱରାନ୍ୱିତ କରିବା ପାଇଁ ନିର୍ଦ୍ଦେଶ ଦେଇଥିଲେ । ଅଧିକାରୀମାନେ ଏଜେନ୍ସି ଅଞ୍ଚଳରେ ନିୟମିତ ଗସ୍ତ କରି ପ୍ରକଳ୍ପର ତଦାରଖ କରିବେ ବୋଲି ସ୍ଥିର ହୋଇଥିଲା । <box>938 848 1130 929</box>
lost-ads <box>564 1100 744 1261</box>
classified-col-4 <box>564 250 744 2332</box>
col4-ads <box>564 250 744 429</box>
kid-name: ସୁରଭୀ <box>216 153 238 163</box>
bd-photo <box>750 720 932 820</box>
classified-ad: Accommodation available for girls/ ladies. Contact: 8763435554, 9938799720. <box>378 1094 558 1135</box>
wish-photo <box>750 1428 932 1528</box>
memorial-name: ସ୍ୱର୍ଗତା ଶକୁନ୍ତଳା ଦାସ <box>1344 2150 1462 2166</box>
rashifal-list <box>1141 138 1487 684</box>
classified-ad: Reline Packers & Movers household/ car relocation countrywide. 9338144844, 9338144488. <box>378 1412 558 1466</box>
classified-ad: MIG II flat at Chandrasekharpur HB Colony, Bhubaneswar is for sale. Contact: 9861379625. <box>6 1094 186 1134</box>
rashifal-text: ମେଷ: ଆଜି ଆପଣଙ୍କର ଚନ୍ଦ୍ର ନକ୍ଷତ୍ର ଶୁଭ ଅଟେ । କର୍ମକ୍ଷେତ୍ରରେ ସଫଳତା ମିଳିବ । ପରିବାରରେ ଶାନ୍ତି ରହିବ । <box>1181 137 1487 165</box>
classified-ad: Ayurvedic treatment Panchakarma, Rejuvenating/ Keralian massage, Physiotherapy, Accommodation. Contact: 0674-2384627/9439366536. (Maroonspa). <box>378 1813 558 1908</box>
bd-card <box>750 426 932 543</box>
classified-ad: M 800 2008, Accent diesel 2001. Ph: 9090493093, 9777160948. <box>6 523 186 564</box>
classified-ad: Luxurious 3BHK flats under construction available Patia. Contact: 9437136268. <box>192 1001 372 1042</box>
classified-ad: କେଇଲାଗ ପଣ୍ଡିତଙ୍କ ଦ୍ୱାରା ଗୁପ୍ତରୋଗ, ଶତ୍ରୁ, ନବଗ୍ରହ ଭଲ ହୁଏ । 9438845294. <box>564 388 744 429</box>
health-ads <box>378 1662 558 1981</box>
col3-ads <box>378 352 558 976</box>
classified-ad: ମହାତାନ୍ତ୍ରିକ ସମସ୍ୟା ମାତ୍ର 1125/- Gurutva Karyalay. 9338213418, 9238328785. <box>564 740 744 781</box>
classified-col-2 <box>192 352 372 2332</box>
rashifal-text: କୁମ୍ଭ: ଆୟର ନୂଆ ସ୍ରୋତ ଖୋଲିବ । ସାମାଜିକ ସମ୍ମାନ ବଢିବ । ସ୍ୱାସ୍ଥ୍ୟ ଭଲ ରହିବ । <box>1181 597 1487 625</box>
classified-ad: House for office and godown near Kalpana Square 15,000/- PM. 9437189679. <box>192 1724 372 1764</box>
classified-ad: Newly constructed independent beautifully decorated double storied building having 3BHK in ground floor and 4BHK in 1st floor with modern fittings, garage and modular kitchen at Naka gate bazar near Khandagiri, Bhubaneswar. Office/ office-cum-residence/ guest house preferable. Contact: 9861263079, 9853122938. <box>192 1384 372 1545</box>
classified-ad: ଜମି ବିକ୍ରୀ ମାତ୍ର ୬୨,୦୦୦/- ପ୍ରତି ଡେସିମିଲ । 9861303028. <box>6 1490 186 1518</box>
zodiac-icon: ♈ <box>1141 140 1177 176</box>
classified-ad: Office space 3500 sqft. with Granite / Tile flooring, 6 rooms, 6 modern toilets, 2 car garage, adequate power load for central AC/Geyser, suitable for Corporate Office / Guest House is available at Chandrasekharpur. Contact: 9439138881/ 9937313704. <box>378 676 558 798</box>
classified-ad: Develop, Enhance and Sustain your sexual urge through ayurveda. Consult "Varoosa", Fire Station Square, Baramunda, Bhubaneswar. 08763339921. <box>378 1913 558 1981</box>
bd-name: ରୁଦ୍ର ପ୍ରତାପ ନନ୍ଦ (ଲକି) <box>784 383 898 397</box>
zodiac-icon: ♓ <box>1141 646 1177 682</box>
classified-ad: Book 2BHK/ 3BHK, flats/ duplex at Sundarpada. Contact: 9438011544. <box>6 1384 186 1425</box>
news3-para: ସମୀକ୍ଷା ବୈଠକରେ ମୁଖ୍ୟ ଶାସନ ସଚିବ, ଉନ୍ନୟନ କମିଶନର, କୃଷି ଉତ୍ପାଦନ କମିଶନର ଏବଂ ବିଭିନ୍ନ ବିଭାଗର ସଚିବମାନେ ଉପସ୍ଥିତ ଥିଲେ । ଜିଲ୍ଲାପାଳମାନେ ନିଜ ନିଜ ଜିଲ୍ଲାର ଅଗ୍ରଗତି ସମ୍ପର୍କରେ ସୂଚନା ଦେଇଥିଲେ । <box>938 2012 1308 2052</box>
wish-name: Ajaya Kumar Sahoo <box>750 970 871 984</box>
bd-card <box>750 720 932 837</box>
